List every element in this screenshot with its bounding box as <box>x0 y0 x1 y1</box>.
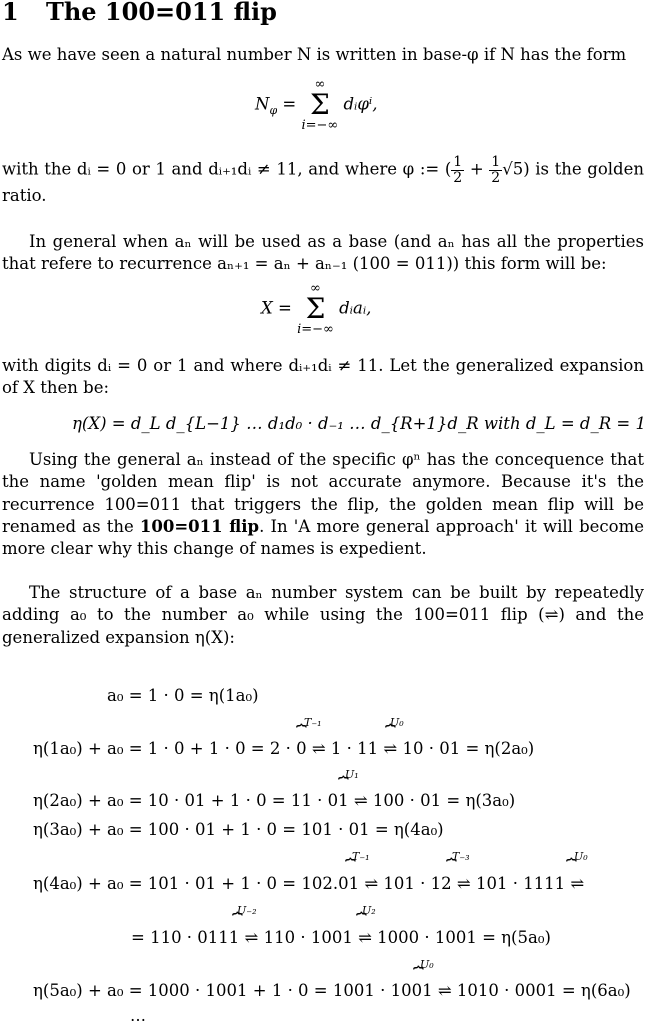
brace-label: T₋₁ <box>304 716 322 729</box>
brace-label: U₀ <box>420 958 434 971</box>
paragraph-general-base: In general when aₙ will be used as a base (and aₙ has all the properties that refere to recurrence aₙ₊₁ = aₙ + aₙ₋₁ (100 = 011)) this form will be: <box>2 232 644 274</box>
paragraph-golden-ratio <box>2 155 644 208</box>
derivation-row: η(4a₀) + a₀ = 101 · 01 + 1 · 0 = 102.01 ⇌ 101 · 12 ⇌ 101 · 1111 ⇌ <box>33 874 585 893</box>
eq1-sum-bottom: i=−∞ <box>301 118 339 133</box>
para2-text-a: with the dᵢ = 0 or 1 and dᵢ₊₁dᵢ ≠ 11, and where φ := ( <box>2 159 452 179</box>
derivation-row: η(3a₀) + a₀ = 100 · 01 + 1 · 0 = 101 · 01 = η(4a₀) <box>33 820 444 839</box>
brace-label: U₀ <box>574 850 588 863</box>
overbrace: ⏞ <box>413 966 424 987</box>
overbrace: ⏞ <box>385 724 396 745</box>
para5-text-a: Using the general aₙ instead of the specific φⁿ has the concequence that the name 'golden mean flip' is not accurate anymore. Because it's the recurrence 100=011 that triggers the flip, the golden mean flip will be renamed as the <box>2 450 644 536</box>
eq1-lhs: N <box>255 94 270 114</box>
overbrace: ⏞ <box>356 912 367 933</box>
eq1-summation <box>301 78 338 132</box>
frac-num: 1 <box>491 154 501 170</box>
continuation-ellipsis: … <box>130 1006 148 1025</box>
frac-one-half-a <box>451 155 464 185</box>
brace-label: U₀ <box>390 716 404 729</box>
derivation-row: η(2a₀) + a₀ = 10 · 01 + 1 · 0 = 11 · 01 ⇌ 100 · 01 = η(3a₀) <box>33 791 516 810</box>
para2-text-b: √5) is the golden ratio. <box>2 159 644 206</box>
para5-bold: 100=011 flip <box>139 516 260 536</box>
brace-label: T₋₃ <box>452 850 470 863</box>
derivation-row: η(5a₀) + a₀ = 1000 · 1001 + 1 · 0 = 1001 · 1001 ⇌ 1010 · 0001 = η(6a₀) <box>33 981 631 1000</box>
paragraph-digits: with digits dᵢ = 0 or 1 and where dᵢ₊₁dᵢ ≠ 11. Let the generalized expansion of X then be: <box>2 356 644 398</box>
frac-den: 2 <box>453 169 463 186</box>
eq1-lhs-sub: φ <box>269 103 278 117</box>
eq1-equals: = <box>282 94 297 114</box>
para2-plus: + <box>469 159 484 179</box>
brace-label: T₋₁ <box>352 850 370 863</box>
overbrace: ⏞ <box>338 776 349 797</box>
eq2-sum-top: ∞ <box>310 281 321 296</box>
eq1-sum-top: ∞ <box>314 77 326 92</box>
frac-den: 2 <box>491 169 501 186</box>
brace-label: U₂ <box>362 904 376 917</box>
eq2-lhs: X = <box>261 298 292 318</box>
section-title: The 100=011 flip <box>46 0 277 26</box>
derivation-row: a₀ = 1 · 0 = η(1a₀) <box>107 686 259 705</box>
paragraph-structure: The structure of a base aₙ number system can be built by repeatedly adding a₀ to the number a₀ while using the 100=011 flip (⇌) and the generalized expansion η(X): <box>2 583 644 647</box>
eq2-summation <box>297 282 334 336</box>
derivation-row: = 110 · 0111 ⇌ 110 · 1001 ⇌ 1000 · 1001 = η(5a₀) <box>131 928 551 947</box>
eq2-sum-bottom: i=−∞ <box>297 322 334 337</box>
overbrace: ⏞ <box>566 858 577 879</box>
paragraph-rename <box>2 449 644 560</box>
derivation-row: η(1a₀) + a₀ = 1 · 0 + 1 · 0 = 2 · 0 ⇌ 1 · 11 ⇌ 10 · 01 = η(2a₀) <box>33 739 535 758</box>
eq2-sigma: Σ <box>305 292 326 325</box>
para5-text-b: . In 'A more general approach' it will become more clear why this change of names is expedient. <box>2 516 644 559</box>
equation-base-phi <box>255 78 378 132</box>
brace-label: U₁ <box>345 768 359 781</box>
eq1-body: dᵢφⁱ, <box>343 94 378 114</box>
eq2-body: dᵢaᵢ, <box>339 298 372 318</box>
overbrace: ⏞ <box>345 858 356 879</box>
frac-one-half-b <box>489 155 502 185</box>
overbrace: ⏞ <box>446 858 457 879</box>
frac-num: 1 <box>453 154 463 170</box>
section-number: 1 <box>2 0 19 26</box>
equation-generalized-expansion: η(X) = d_L d_{L−1} … d₁d₀ · d₋₁ … d_{R+1}d_R with d_L = d_R = 1 <box>72 414 646 433</box>
overbrace: ⏞ <box>296 724 307 745</box>
overbrace: ⏞ <box>232 912 243 933</box>
brace-label: U₋₂ <box>237 904 257 917</box>
eq1-sigma: Σ <box>309 88 330 121</box>
equation-general-sum <box>261 282 371 336</box>
section-heading <box>2 0 277 28</box>
paragraph-intro: As we have seen a natural number N is written in base-φ if N has the form <box>2 45 627 64</box>
